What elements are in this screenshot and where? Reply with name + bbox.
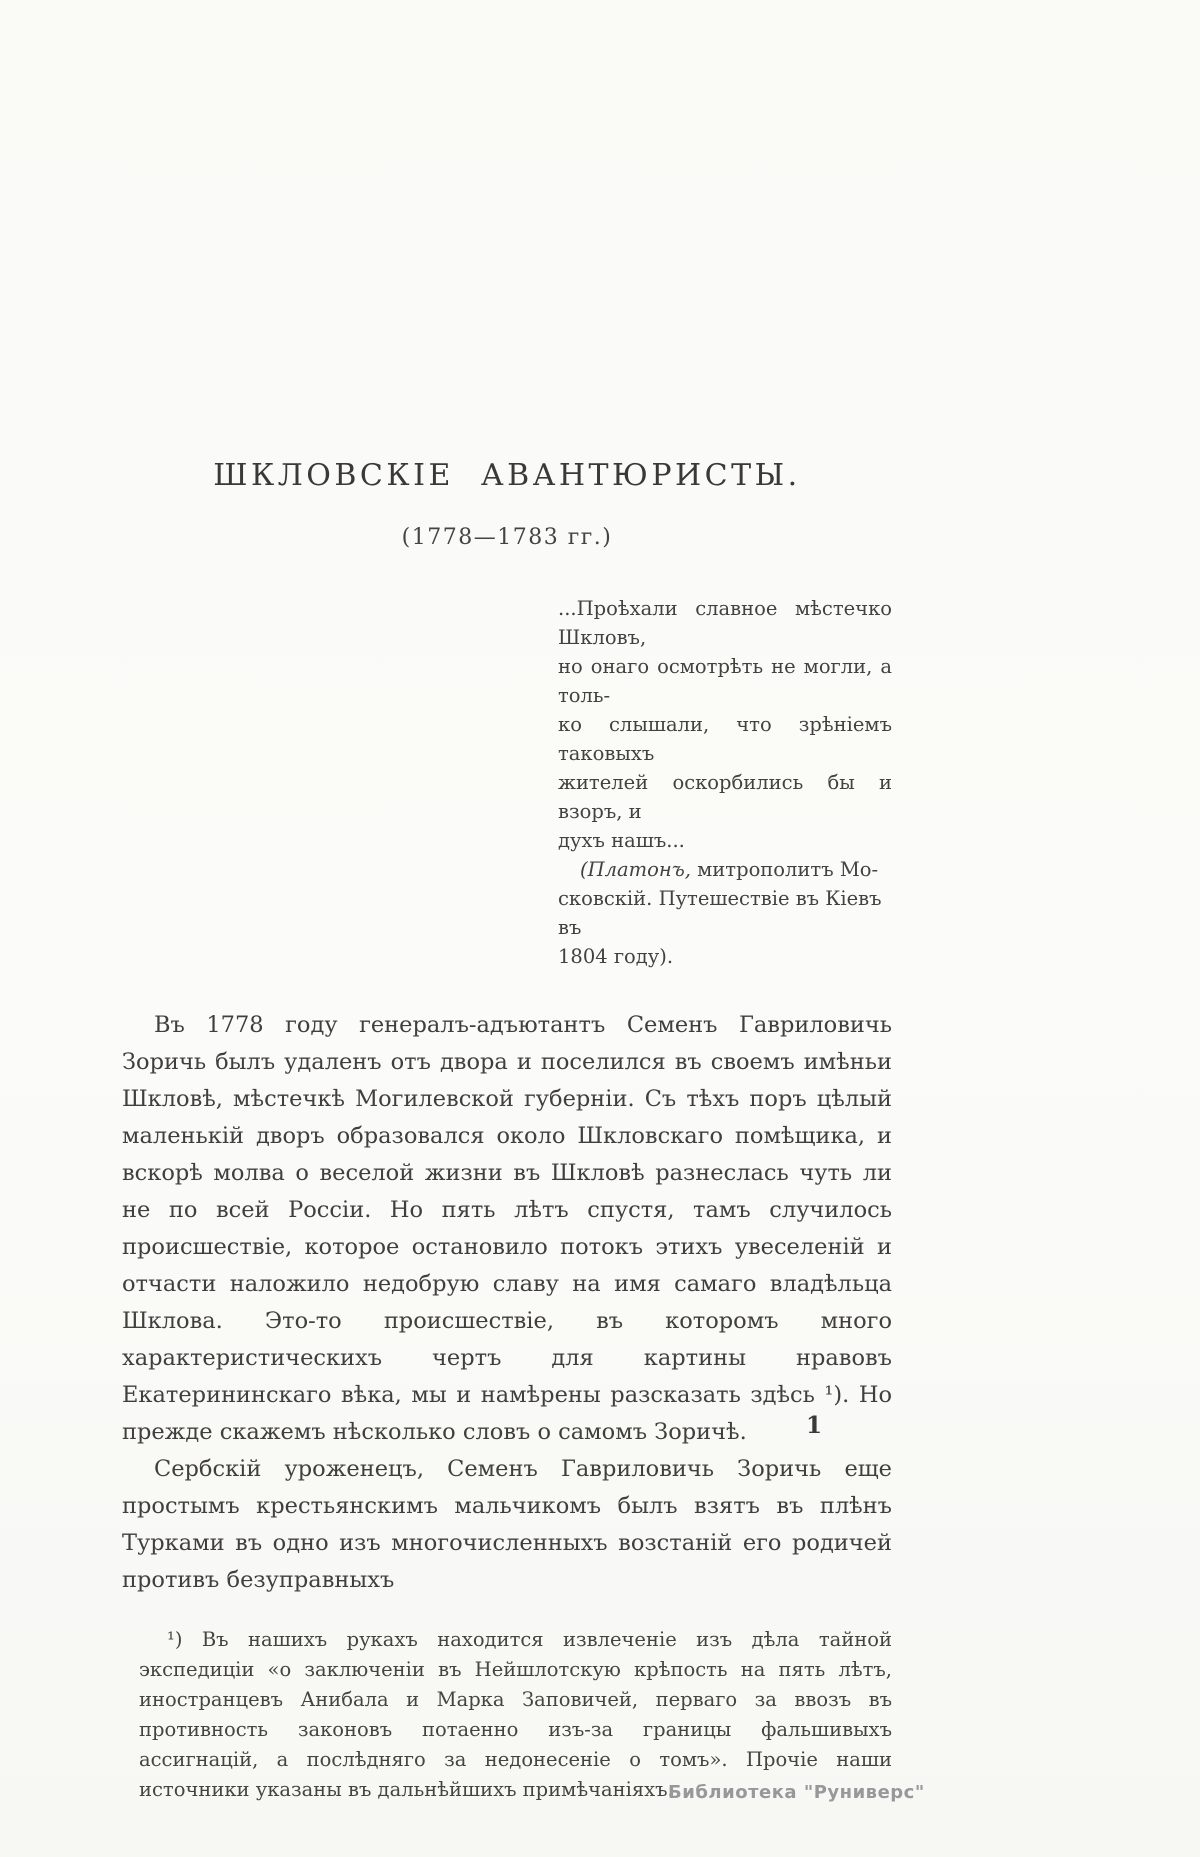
- epigraph-attribution: [558, 855, 892, 971]
- footnote: ¹) Въ нашихъ рукахъ находится извлеченіе изъ дѣла тайной экспедиціи «о заключеніи въ Нейшлотскую крѣпость на пять лѣтъ, иностранцевъ Анибала и Марка Заповичей, перваго за ввозъ въ противность законовъ потаенно изъ-за границы фальшивыхъ ассигнацій, а послѣдняго за недонесеніе о томъ». Прочіе наши источники указаны въ дальнѣйшихъ примѣчаніяхъ.: [139, 1628, 892, 1801]
- page-number: 1: [806, 1412, 823, 1439]
- epigraph-attribution-text: митрополитъ Мо-: [690, 858, 879, 881]
- epigraph-attribution-line: сковскій. Путешествіе въ Кіевъ въ: [558, 887, 882, 939]
- epigraph-attribution-line: 1804 году).: [558, 945, 674, 968]
- epigraph-line: но онаго осмотрѣть не могли, а толь-: [558, 655, 892, 707]
- library-watermark: Библиотека "Руниверс": [668, 1782, 925, 1803]
- epigraph-line: ...Проѣхали славное мѣстечко Шкловъ,: [558, 597, 892, 649]
- page-content: [122, 458, 892, 1805]
- epigraph-attribution-line: [558, 855, 892, 884]
- epigraph-line: духъ нашъ...: [558, 829, 685, 852]
- epigraph-line: ко слышали, что зрѣніемъ таковыхъ: [558, 713, 892, 765]
- epigraph: [558, 594, 892, 971]
- paragraph: Сербскій уроженецъ, Семенъ Гавриловичь Зоричь еще простымъ крестьянскимъ мальчикомъ былъ взятъ въ плѣнъ Турками въ одно изъ многочисленныхъ возстаній его родичей противъ безуправныхъ: [122, 1456, 892, 1593]
- body-text: [122, 1007, 892, 1599]
- paragraph: Въ 1778 году генералъ-адъютантъ Семенъ Гавриловичь Зоричь былъ удаленъ отъ двора и поселился въ своемъ имѣньи Шкловѣ, мѣстечкѣ Могилевской губерніи. Съ тѣхъ поръ цѣлый маленькій дворъ образовался около Шкловскаго помѣщика, и вскорѣ молва о веселой жизни въ Шкловѣ разнеслась чуть ли не по всей Россіи. Но пять лѣтъ спустя, тамъ случилось происшествіе, которое остановило потокъ этихъ увеселеній и отчасти наложило недобрую славу на имя самаго владѣльца Шклова. Это-то происшествіе, въ которомъ много характеристическихъ чертъ для картины нравовъ Екатерининскаго вѣка, мы и намѣрены разсказать здѣсь ¹). Но прежде скажемъ нѣсколько словъ о самомъ Зоричѣ.: [122, 1012, 892, 1445]
- chapter-title: ШКЛОВСКІЕ АВАНТЮРИСТЫ.: [213, 458, 801, 493]
- chapter-subtitle: (1778—1783 гг.): [401, 525, 613, 550]
- epigraph-author: (Платонъ,: [580, 858, 691, 881]
- epigraph-line: жителей оскорбились бы и взоръ, и: [558, 771, 892, 823]
